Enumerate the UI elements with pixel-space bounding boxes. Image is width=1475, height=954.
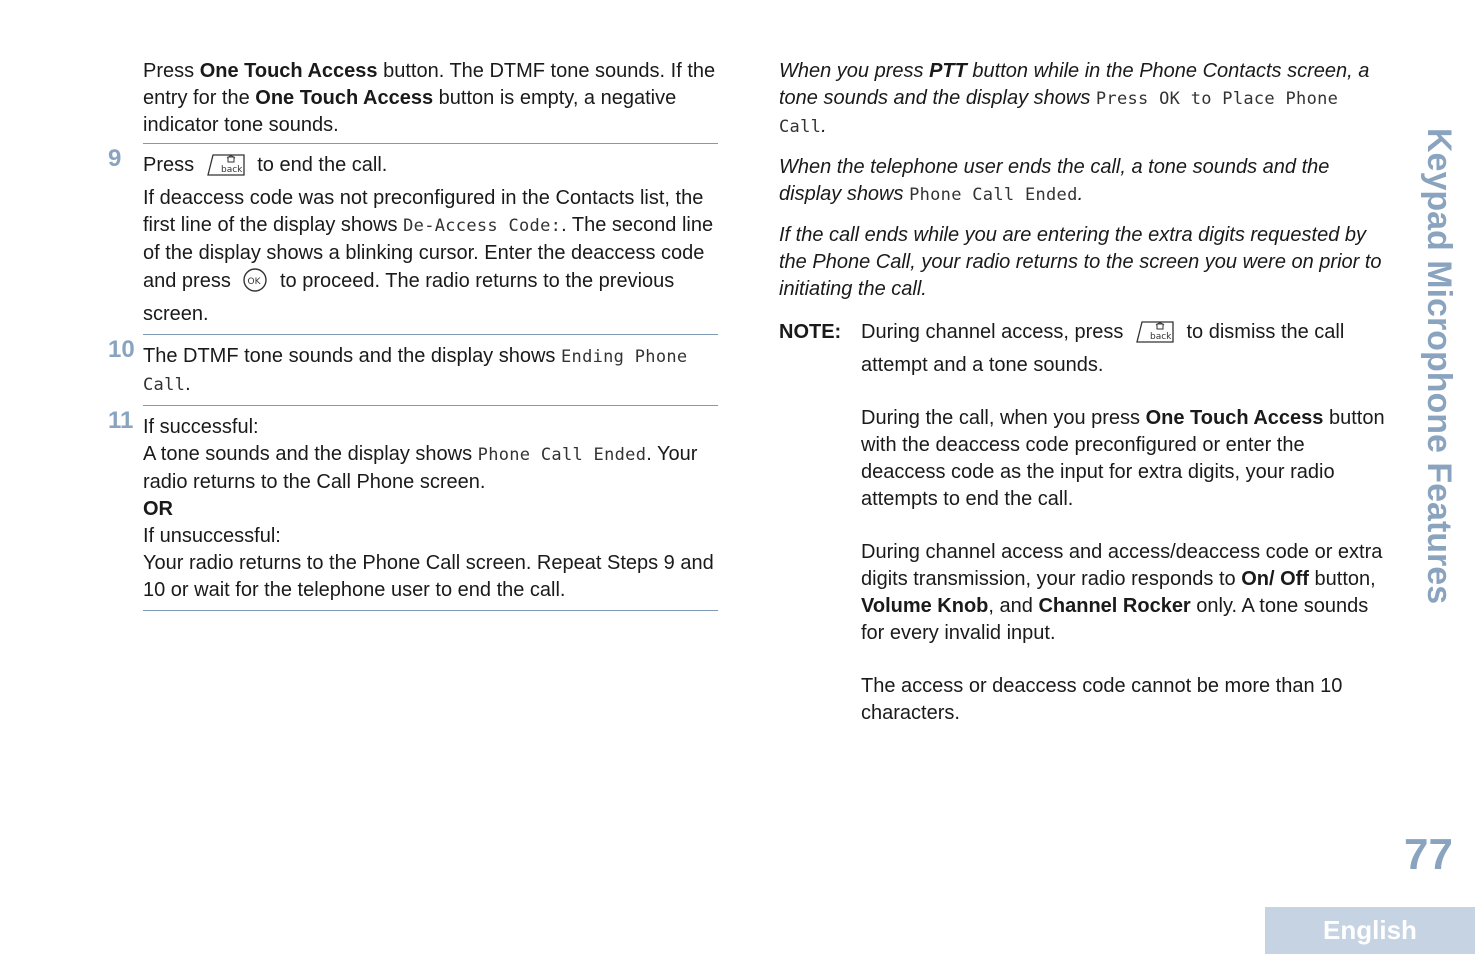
note-paragraph: During channel access, press back to dismiss the call attempt and a tone sounds. <box>861 321 1345 376</box>
extra-digits-paragraph: If the call ends while you are entering the extra digits requested by the Phone Call, your radio returns to the screen you were on prior to initiating the call. <box>779 224 1382 300</box>
divider <box>143 610 718 611</box>
page-number: 77 <box>1404 830 1453 879</box>
left-column <box>108 58 718 611</box>
step-number: 11 <box>108 407 134 434</box>
back-key-icon <box>206 153 246 185</box>
back-key-icon <box>1135 320 1175 352</box>
note-paragraph: During the call, when you press One Touch Access button with the deaccess code preconfigured or enter the deaccess code as the input for extra digits, your radio attempts to end the call. <box>861 407 1385 510</box>
language-tab: English <box>1265 907 1475 954</box>
one-touch-access-term: One Touch Access <box>199 60 378 82</box>
display-text: Press OK to Place Phone Call <box>779 89 1339 137</box>
call-ended-paragraph: When the telephone user ends the call, a tone sounds and the display shows Phone Call Ended. <box>779 156 1330 205</box>
svg-text:back: back <box>220 165 243 175</box>
svg-text:back: back <box>1149 332 1172 342</box>
ok-key-icon <box>242 267 268 301</box>
or-label: OR <box>143 498 173 520</box>
display-text: De-Access Code: <box>403 216 562 236</box>
step-11: 11 If successful: A tone sounds and the display shows Phone Call Ended. Your radio returns to the Call Phone screen. OR If unsuccessful: Your radio returns to the Phone Call screen. Repeat Steps 9 and 10 or wait for the telephone user to end the call. <box>108 407 714 601</box>
note-paragraph: The access or deaccess code cannot be more than 10 characters. <box>861 675 1343 724</box>
display-text: Phone Call Ended <box>477 445 647 465</box>
svg-text:OK: OK <box>247 277 261 287</box>
ptt-paragraph: When you press PTT button while in the Phone Contacts screen, a tone sounds and the display shows Press OK to Place Phone Call. <box>779 60 1370 137</box>
intro-paragraph: Press One Touch Access button. The DTMF tone sounds. If the entry for the One Touch Access button is empty, a negative indicator tone sounds. <box>143 60 716 136</box>
note-label: NOTE: <box>779 321 842 343</box>
step-9: 9 Press back to end the call. If deaccess code was not preconfigured in the Contacts list, the first line of the display shows De-Access Code:. The second line of the display shows a blinking cursor. Enter the deaccess code and press OK to proceed. The radio returns to the previous screen. <box>108 145 714 325</box>
step-number: 9 <box>108 145 122 172</box>
right-column <box>779 58 1385 753</box>
step-number: 10 <box>108 336 135 363</box>
one-touch-access-term: One Touch Access <box>255 87 434 109</box>
note-paragraph: During channel access and access/deaccess code or extra digits transmission, your radio responds to On/ Off button, Volume Knob, and Channel Rocker only. A tone sounds for every invalid input. <box>861 541 1383 644</box>
note-block <box>779 319 1385 727</box>
step-10: 10 The DTMF tone sounds and the display shows Ending Phone Call. <box>108 336 688 395</box>
chapter-side-tab <box>1418 128 1458 608</box>
ptt-term: PTT <box>929 60 967 82</box>
display-text: Ending Phone Call <box>143 347 688 395</box>
chapter-title: Keypad Microphone Features <box>1420 128 1458 605</box>
display-text: Phone Call Ended <box>909 185 1078 205</box>
